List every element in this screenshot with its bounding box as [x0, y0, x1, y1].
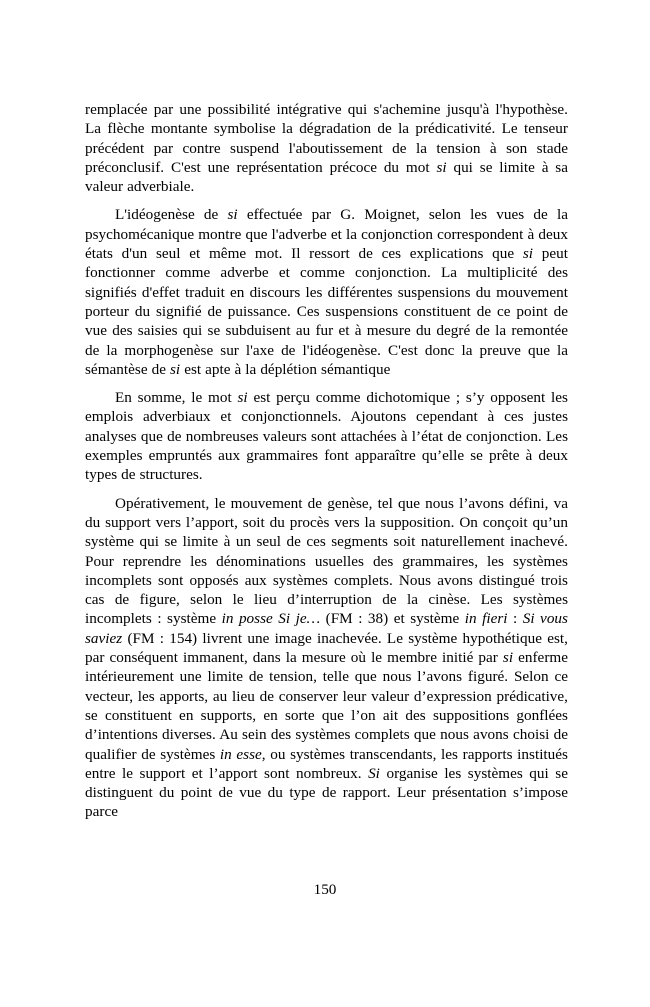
italic-run: Si	[368, 764, 380, 782]
paragraph	[85, 100, 568, 196]
text-run: qui se limite à sa valeur adverbiale.	[85, 158, 568, 196]
text-run: Opérativement, le mouvement de genèse, tel que nous l’avons défini, va du support vers l’apport, soit du procès vers la supposition. On conçoit qu’un système qui se limite à un seul de ces segments soit naturellement inachevé. Pour reprendre les dénominations usuelles des grammaires, les systèmes incomplets sont opposés aux systèmes complets. Nous avons distingué trois cas de figure, selon le lieu d’interruption de la cinèse. Les systèmes incomplets : système	[85, 494, 568, 628]
text-run: ou systèmes transcendants, les rapports institués entre le support et l’apport sont nombreux.	[85, 745, 568, 782]
paragraph	[85, 388, 568, 484]
italic-run: si	[502, 649, 514, 667]
text-run: :	[507, 610, 523, 628]
page-number: 150	[313, 881, 337, 898]
text-run: enferme intérieurement une limite de tension, telle que nous l’avons figuré. Selon ce vecteur, les apports, au lieu de conserver leur valeur d’expression prédicative, se constituent en supports, en sorte que l’on ait des suppositions gonflées d’intentions diverses. Au sein des systèmes complets que nous avons choisi de qualifier de systèmes	[85, 649, 568, 763]
text-run: remplacée par une possibilité intégrative qui s'achemine jusqu'à l'hypothèse. La flèche montante symbolise la dégradation de la prédicativité. Le tenseur précédent par contre suspend l'aboutissement de la tension à son stade préconclusif. C'est une représentation précoce du mot	[85, 101, 568, 176]
italic-run: si	[227, 206, 238, 224]
text-run: est perçu comme dichotomique ; s’y opposent les emplois adverbiaux et conjonctionnels. Ajoutons cependant à ces justes analyses que de nombreuses valeurs sont attachées à l’état de conjonction. Les exemples empruntés aux grammaires font apparaître qu’elle se prête à deux types de structures.	[85, 389, 568, 484]
text-run: peut fonctionner comme adverbe et comme conjonction. La multiplicité des signifiés d'effet traduit en discours les différentes suspensions du mouvement porteur du signifié de puissance. Ces suspensions constituent de ce point de vue des saisies qui se subduisent au fur et à mesure du degré de la remontée de la morphogenèse sur l'axe de l'idéogenèse. C'est donc la preuve que la sémantèse de	[85, 245, 569, 378]
italic-run: Si vous saviez	[85, 610, 568, 647]
italic-run: si	[436, 158, 447, 176]
italic-run: in fieri	[464, 610, 508, 628]
body-text-block	[85, 100, 568, 822]
paragraph	[85, 494, 568, 822]
text-run: (FM : 154) livrent une image inachevée. Le système hypothétique est, par conséquent immanent, dans la mesure où le membre initié par	[85, 629, 568, 667]
italic-run: in esse,	[219, 745, 266, 763]
text-run: En somme, le mot	[115, 389, 238, 407]
text-run: effectuée par G. Moignet, selon les vues de la psychomécanique montre que l'adverbe et la conjonction correspondent à deux états d'un seul et même mot. Il ressort de ces explications que	[85, 206, 568, 263]
text-run: L'idéogenèse de	[115, 206, 228, 224]
italic-run: si	[237, 389, 248, 407]
paragraph	[85, 205, 568, 379]
italic-run: si	[522, 245, 534, 263]
text-run: organise les systèmes qui se distinguent du point de vue du type de rapport. Leur présentation s’impose parce	[85, 764, 568, 821]
italic-run: in posse Si je…	[221, 610, 321, 628]
text-run: est apte à la déplétion sémantique	[180, 360, 391, 378]
italic-run: si	[170, 360, 181, 378]
text-run: (FM : 38) et système	[320, 610, 465, 628]
